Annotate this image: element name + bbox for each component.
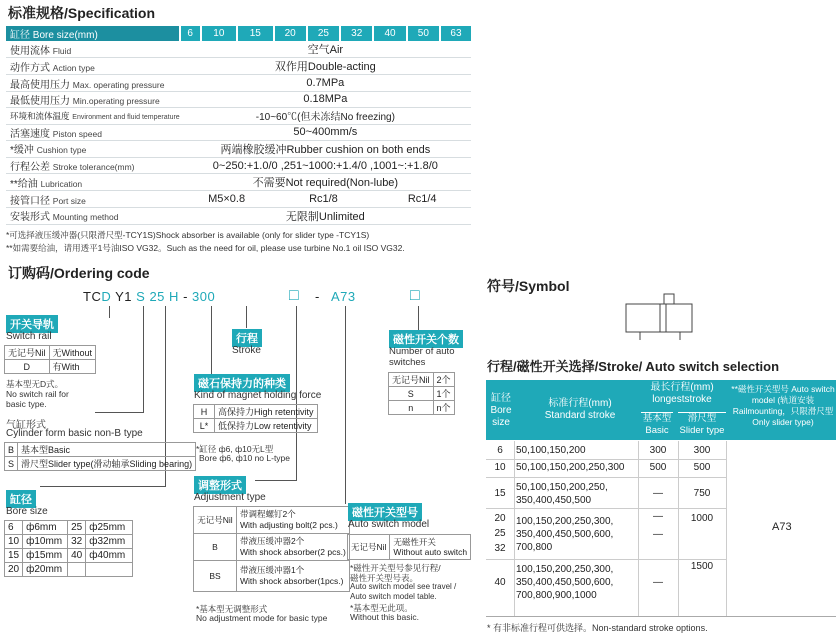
row-bore: 40 <box>494 577 506 588</box>
row-bore: 32 <box>494 543 506 554</box>
code-switch-model: A73 <box>331 289 356 304</box>
spec-row <box>6 91 471 107</box>
row-value: 0.7MPa <box>180 75 471 91</box>
connector-line <box>211 306 212 374</box>
bore-desc: ф10mm <box>23 535 68 549</box>
row-zh: 安装形式 <box>10 212 50 224</box>
magnet-table <box>193 404 318 433</box>
row-bore: 15 <box>494 488 506 499</box>
port-value: M5×0.8 <box>180 191 274 207</box>
row-value: 无限制Unlimited <box>180 207 471 224</box>
code-stroke: 300 <box>192 289 216 304</box>
bore-10: 10 <box>201 26 237 41</box>
row-en: Port size <box>52 195 86 206</box>
row-zh: 动作方式 <box>10 62 50 74</box>
adjust-zh: 带液压缓冲器1个 <box>240 565 305 575</box>
form-code: B <box>5 443 18 457</box>
bore-40: 40 <box>373 26 406 41</box>
adjust-note: No adjustment mode for basic type <box>196 613 328 623</box>
form-desc: 滑尺型Slider type(滑动轴承Sliding bearing) <box>18 457 196 471</box>
bore-desc: ф40mm <box>86 549 133 563</box>
count-code: S <box>389 387 434 401</box>
stroke-sel-title: 行程/磁性开关选择/Stroke/ Auto switch selection <box>487 359 780 374</box>
bore-desc: ф15mm <box>23 549 68 563</box>
switch-model-tag: 磁性开关型号 <box>348 503 422 521</box>
count-code: 无记号Nil <box>389 373 434 387</box>
adjust-zh: 带液压缓冲器2个 <box>240 536 305 546</box>
port-value: Rc1/8 <box>274 191 374 207</box>
connector-line <box>40 486 166 487</box>
bore-size-label: 缸径 Bore size(mm) <box>6 26 180 41</box>
magnet-desc: 高保持力High retentivity <box>215 405 318 419</box>
adjust-en-desc: With shock absorber(2 pcs.) <box>240 547 346 557</box>
rail-desc: 有With <box>49 360 96 374</box>
magnet-code: L* <box>194 419 215 433</box>
switch-zh: 无磁性开关 <box>393 537 436 547</box>
code-s: S <box>136 289 146 304</box>
bore-code: 6 <box>5 521 23 535</box>
row-slider: 300 <box>693 445 711 456</box>
spec-note: *可选择液压缓冲器(只限滑尺型-TCY1S)Shock absorber is available (only for slider type -TCY1S) <box>6 230 370 240</box>
spec-note: **如需要给油，请用透平1号油ISO VG32。Such as the need for oil, please use turbine No.1 oil ISO VG32. <box>6 243 405 253</box>
bore-code: 10 <box>5 535 23 549</box>
row-divider <box>486 477 726 478</box>
row-value: 0.18MPa <box>180 91 471 107</box>
rail-code: 无记号Nil <box>5 346 50 360</box>
row-en: Environment and fluid temperature <box>72 113 180 121</box>
row-value: 空气Air <box>180 41 471 58</box>
stroke-body <box>486 441 836 617</box>
switch-model-table <box>347 534 471 560</box>
row-bore: 6 <box>497 445 503 456</box>
rail-en: Switch rail <box>6 331 52 342</box>
stroke-note: * 有非标准行程可供选择。Non-standard stroke options. <box>487 623 708 633</box>
stroke-tag: 行程 <box>232 329 262 347</box>
row-slider: 500 <box>693 462 711 473</box>
code-dash: - <box>315 289 320 304</box>
row-std: 50,100,150,200,250, 350,400,450,500 <box>516 482 608 506</box>
switch-code: 无记号Nil <box>348 535 390 560</box>
code-d: D <box>101 289 112 304</box>
code-tc: TC <box>83 289 102 304</box>
spec-row-port <box>6 191 471 207</box>
rail-desc: 无Without <box>49 346 96 360</box>
bore-desc: ф25mm <box>86 521 133 535</box>
switch-note: Auto switch model see travel / <box>350 582 457 591</box>
switch-en-desc: Without auto switch <box>393 547 468 557</box>
row-en: Mounting method <box>52 212 119 223</box>
switch-model-en: Auto switch model <box>348 519 430 530</box>
adjust-note: *基本型无调整形式 <box>196 604 268 614</box>
connector-line <box>345 306 346 504</box>
switch-model-value: A73 <box>772 521 792 533</box>
row-en: Stroke tolerance(mm) <box>52 162 135 173</box>
spec-row-mount <box>6 207 471 224</box>
row-divider <box>486 508 726 509</box>
spec-table <box>6 26 471 225</box>
adjust-code: BS <box>194 561 237 592</box>
switch-note: Auto switch model table. <box>350 592 437 601</box>
row-slider: 1500 <box>690 561 714 572</box>
row-std: 50,100,150,200,250,300 <box>516 462 625 473</box>
bore-code: 40 <box>68 549 86 563</box>
col-divider <box>514 441 515 616</box>
rail-table <box>4 345 96 374</box>
switch-note: *磁性开关型号参见行程/ <box>350 563 441 573</box>
col-divider <box>678 441 679 616</box>
row-basic: 300 <box>649 445 667 456</box>
row-value: 两端橡胶缓冲Rubber cushion on both ends <box>180 140 471 157</box>
adjust-tag: 调整形式 <box>194 476 246 494</box>
magnet-note: Bore ф6, ф10 no L-type <box>199 453 291 463</box>
port-value: Rc1/4 <box>373 191 471 207</box>
adjust-code: B <box>194 534 237 561</box>
adjust-en-desc: With shock absorber(1pcs.) <box>240 576 344 586</box>
row-basic: — <box>653 577 663 588</box>
row-zh: *缓冲 <box>10 145 34 157</box>
row-value: 双作用Double-acting <box>180 58 471 75</box>
spec-row <box>6 41 471 58</box>
count-code: n <box>389 401 434 415</box>
connector-line <box>255 480 297 481</box>
row-zh: **给油 <box>10 178 38 190</box>
bore-20: 20 <box>274 26 307 41</box>
code-adjust-box: □ <box>289 287 300 304</box>
adjust-zh: 带调程螺钉2个 <box>240 509 296 519</box>
row-std: 50,100,150,200 <box>516 445 586 456</box>
row-value: 不需要Not required(Non-lube) <box>180 174 471 191</box>
bore-50: 50 <box>407 26 440 41</box>
switch-note: 磁性开关型号表。 <box>350 573 419 583</box>
row-zh: 最低使用压力 <box>10 95 70 107</box>
h-bore: 缸径 Bore size <box>490 393 512 428</box>
magnet-note: *缸径 ф6, ф10无L型 <box>196 444 274 454</box>
code-dash: - <box>183 289 188 304</box>
row-value: -10~60℃(但未冻结No freezing) <box>180 108 471 124</box>
row-basic: 500 <box>649 462 667 473</box>
form-zh: 气缸形式 <box>6 420 46 431</box>
spec-row <box>6 58 471 75</box>
h-long: 最长行程(mm) longeststroke <box>650 382 714 405</box>
row-zh: 活塞速度 <box>10 128 50 140</box>
count-table <box>388 372 455 415</box>
h-std: 标准行程(mm) Standard stroke <box>544 398 616 421</box>
code-y1: Y1 <box>115 289 133 304</box>
count-desc: n个 <box>433 401 454 415</box>
spec-row <box>6 124 471 140</box>
connector-line <box>143 306 144 412</box>
row-zh: 使用流体 <box>10 45 50 57</box>
count-desc: 2个 <box>433 373 454 387</box>
spec-row <box>6 108 471 124</box>
col-divider <box>638 441 639 616</box>
switch-note: Without this basic. <box>350 612 419 622</box>
bore-15: 15 <box>237 26 273 41</box>
adjust-table <box>193 506 350 592</box>
row-divider <box>486 559 726 560</box>
spec-row <box>6 140 471 157</box>
adjust-en-desc: With adjusting bolt(2 pcs.) <box>240 520 338 530</box>
count-desc: 1个 <box>433 387 454 401</box>
bore-63: 63 <box>440 26 471 41</box>
rail-note: basic type. <box>6 399 47 409</box>
rail-note: No switch rail for <box>6 389 69 399</box>
form-code: S <box>5 457 18 471</box>
order-title: 订购码/Ordering code <box>8 265 150 281</box>
row-en: Action type <box>52 62 95 73</box>
bore-desc: ф6mm <box>23 521 68 535</box>
row-en: Piston speed <box>52 128 102 139</box>
row-bore: 10 <box>494 462 506 473</box>
symbol-title: 符号/Symbol <box>487 278 570 294</box>
row-zh: 环境和流体温度 <box>10 110 70 121</box>
rail-code: D <box>5 360 50 374</box>
bore-25: 25 <box>307 26 340 41</box>
form-desc: 基本型Basic <box>18 443 196 457</box>
spec-header-row <box>6 26 471 41</box>
row-std: 100,150,200,250,300, 350,400,450,500,600, 700,800 <box>516 516 614 553</box>
magnet-desc: 低保持力Low retentivity <box>215 419 318 433</box>
row-slider: 1000 <box>690 513 714 524</box>
count-en: Number of auto <box>389 346 455 357</box>
row-en: Max. operating pressure <box>72 79 165 90</box>
row-zh: 行程公差 <box>10 162 50 174</box>
adjust-code: 无记号Nil <box>194 507 237 534</box>
spec-title: 标准规格/Specification <box>8 5 156 21</box>
h-switch: **磁性开关型号 Auto switch model (轨道安装Railmounting，只限滑尺型Only slider type) <box>731 384 835 427</box>
order-code <box>83 289 215 304</box>
row-en: Lubrication <box>40 178 83 189</box>
form-table <box>4 442 196 471</box>
spec-row <box>6 174 471 191</box>
magnet-tag: 磁石保持力的种类 <box>194 374 290 392</box>
spec-row <box>6 75 471 91</box>
row-value: 0~250:+1.0/0 ,251~1000:+1.4/0 ,1001~:+1.8/0 <box>180 157 471 173</box>
connector-line <box>246 306 247 328</box>
h-slider: 滑尺型 Slider type <box>679 413 725 436</box>
connector-line <box>109 306 110 318</box>
code-h: H <box>169 289 179 304</box>
stroke-en: Stroke <box>232 345 261 356</box>
row-value: 50~400mm/s <box>180 124 471 140</box>
row-slider: 750 <box>693 488 711 499</box>
row-basic: — <box>653 529 663 540</box>
bore-en: Bore size <box>6 506 48 517</box>
code-bore: 25 <box>149 289 165 304</box>
form-en: Cylinder form basic non-B type <box>6 428 143 439</box>
rail-note: 基本型无D式。 <box>6 379 64 389</box>
rail-tag: 开关导轨 <box>6 315 58 333</box>
bore-code: 25 <box>68 521 86 535</box>
row-zh: 接管口径 <box>10 195 50 207</box>
spec-row <box>6 157 471 173</box>
symbol-slider <box>664 294 674 304</box>
bore-code: 20 <box>5 563 23 577</box>
row-basic: — <box>653 488 663 499</box>
code-count-box: □ <box>410 287 421 304</box>
count-tag: 磁性开关个数 <box>389 330 463 348</box>
switch-note: *基本型无此项。 <box>350 603 413 613</box>
connector-line <box>95 412 144 413</box>
connector-line <box>418 306 419 330</box>
magnet-en: Kind of magnet holding force <box>194 390 322 401</box>
col-divider <box>726 441 727 616</box>
symbol-body <box>626 304 692 332</box>
row-bore: 25 <box>494 528 506 539</box>
bore-desc: ф32mm <box>86 535 133 549</box>
row-en: Cushion type <box>36 145 87 156</box>
magnet-code: H <box>194 405 215 419</box>
bore-code: 15 <box>5 549 23 563</box>
bore-32: 32 <box>340 26 373 41</box>
row-bore: 20 <box>494 513 506 524</box>
row-zh: 最高使用压力 <box>10 79 70 91</box>
bore-code: 32 <box>68 535 86 549</box>
cylinder-symbol <box>620 286 700 346</box>
row-en: Fluid <box>52 45 72 56</box>
row-basic: — <box>653 511 663 522</box>
adjust-en: Adjustment type <box>194 492 266 503</box>
bore-table <box>4 520 133 577</box>
row-divider <box>486 459 726 460</box>
bore-6: 6 <box>180 26 201 41</box>
count-en: switches <box>389 357 426 368</box>
bore-tag: 缸径 <box>6 490 36 508</box>
bore-desc: ф20mm <box>23 563 68 577</box>
h-basic: 基本型 Basic <box>642 413 672 436</box>
row-std: 100,150,200,250,300, 350,400,450,500,600, 700,800,900,1000 <box>516 564 614 601</box>
row-en: Min.operating pressure <box>72 95 160 106</box>
